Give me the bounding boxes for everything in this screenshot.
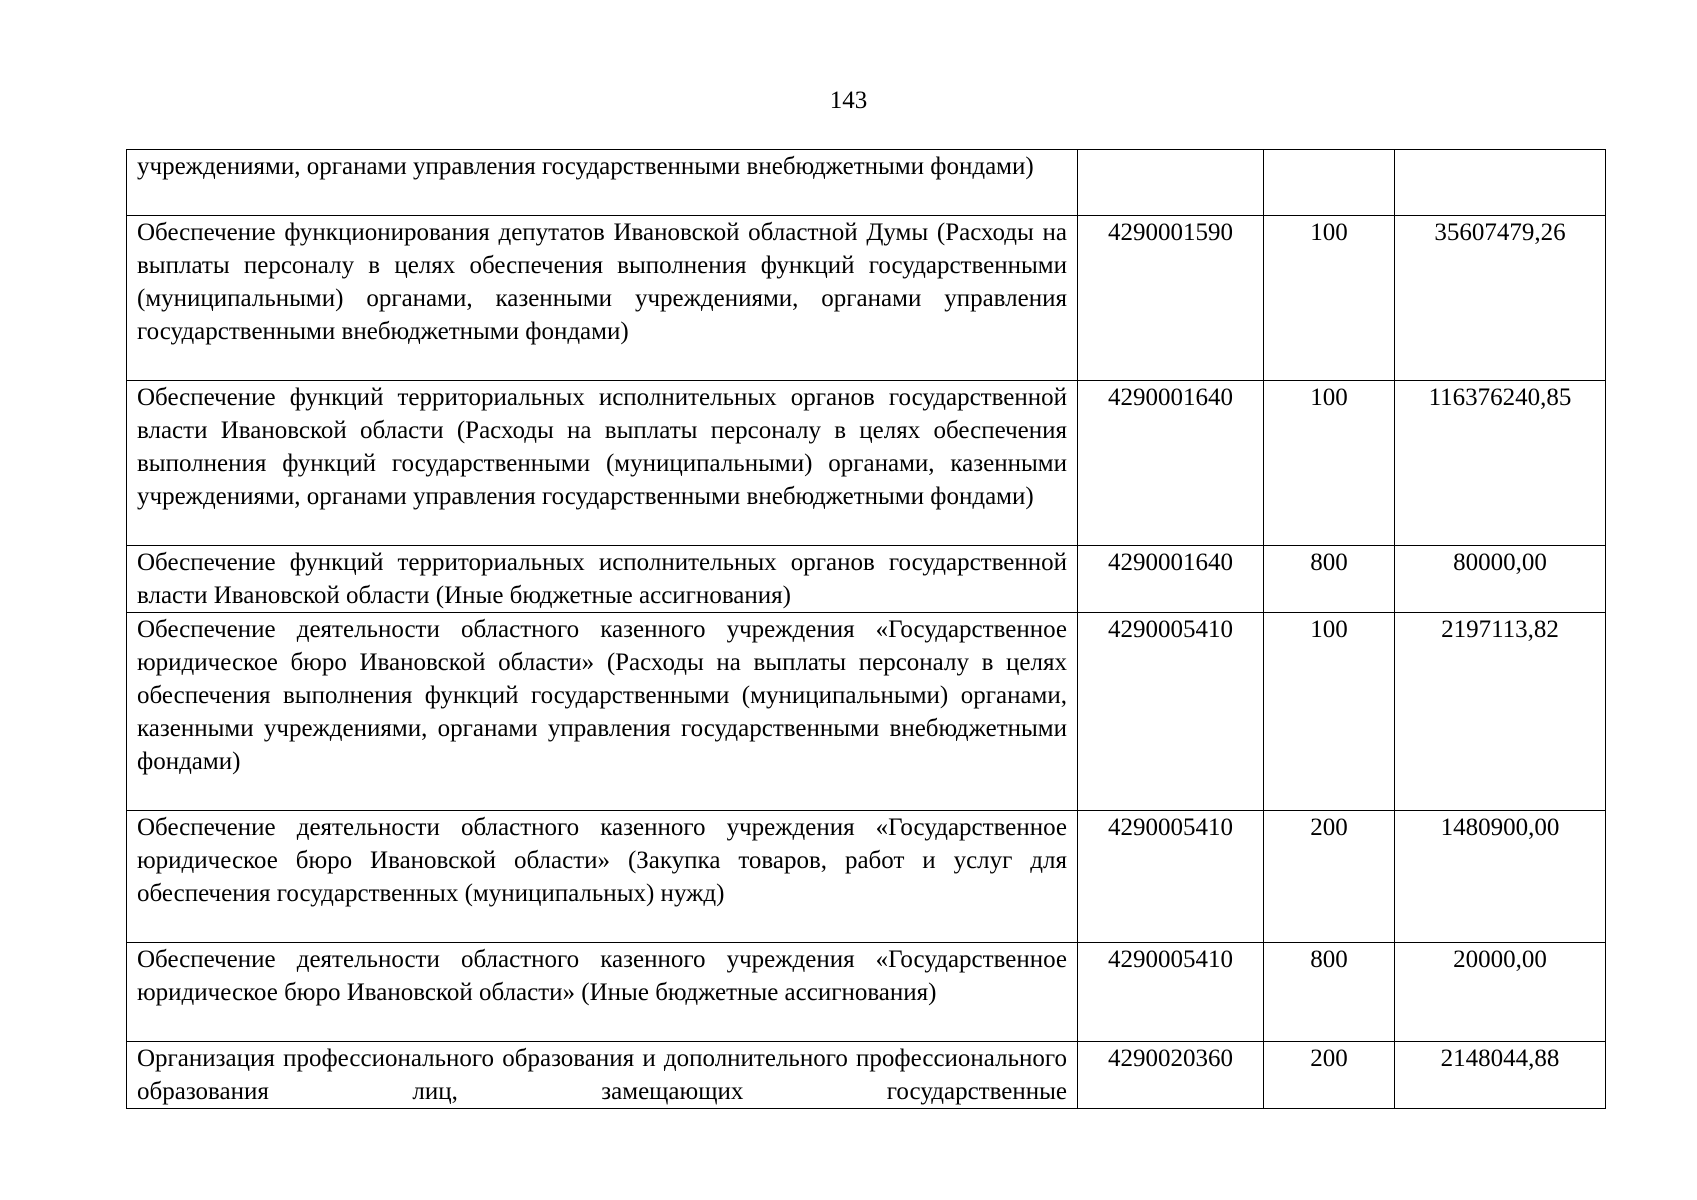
row-amount: 20000,00: [1395, 943, 1606, 1042]
table-row: [127, 216, 1606, 381]
table-row: [127, 150, 1606, 216]
row-description: учреждениями, органами управления государственными внебюджетными фондами): [127, 150, 1078, 216]
row-amount: 2197113,82: [1395, 613, 1606, 811]
row-amount: 35607479,26: [1395, 216, 1606, 381]
row-description: Обеспечение деятельности областного казенного учреждения «Государственное юридическое бюро Ивановской области» (Расходы на выплаты персоналу в целях обеспечения выполнения функций государственными (муниципальными) органами, казенными учреждениями, органами управления государственными внебюджетными фондами): [127, 613, 1078, 811]
row-amount: 1480900,00: [1395, 811, 1606, 943]
table-row: [127, 943, 1606, 1042]
row-description: Организация профессионального образования и дополнительного профессионального образования лиц, замещающих государственные: [127, 1042, 1078, 1109]
row-expense-type: 800: [1264, 546, 1395, 613]
row-target-code: 4290005410: [1078, 613, 1264, 811]
row-expense-type: 200: [1264, 1042, 1395, 1109]
row-target-code: [1078, 150, 1264, 216]
table-row: [127, 546, 1606, 613]
row-target-code: 4290001640: [1078, 546, 1264, 613]
table-row: [127, 1042, 1606, 1109]
row-expense-type: 100: [1264, 613, 1395, 811]
table-row: [127, 381, 1606, 546]
page-number: 143: [829, 87, 868, 114]
row-amount: 80000,00: [1395, 546, 1606, 613]
budget-table: [126, 149, 1606, 1109]
row-description: Обеспечение деятельности областного казенного учреждения «Государственное юридическое бюро Ивановской области» (Иные бюджетные ассигнования): [127, 943, 1078, 1042]
row-amount: 2148044,88: [1395, 1042, 1606, 1109]
table-row: [127, 811, 1606, 943]
row-amount: [1395, 150, 1606, 216]
row-target-code: 4290001640: [1078, 381, 1264, 546]
row-expense-type: [1264, 150, 1395, 216]
table-row: [127, 613, 1606, 811]
row-description: Обеспечение функционирования депутатов Ивановской областной Думы (Расходы на выплаты персоналу в целях обеспечения выполнения функций государственными (муниципальными) органами, казенными учреждениями, органами управления государственными внебюджетными фондами): [127, 216, 1078, 381]
row-description: Обеспечение деятельности областного казенного учреждения «Государственное юридическое бюро Ивановской области» (Закупка товаров, работ и услуг для обеспечения государственных (муниципальных) нужд): [127, 811, 1078, 943]
row-target-code: 4290020360: [1078, 1042, 1264, 1109]
row-target-code: 4290001590: [1078, 216, 1264, 381]
row-target-code: 4290005410: [1078, 811, 1264, 943]
row-expense-type: 100: [1264, 216, 1395, 381]
row-amount: 116376240,85: [1395, 381, 1606, 546]
row-target-code: 4290005410: [1078, 943, 1264, 1042]
row-expense-type: 100: [1264, 381, 1395, 546]
row-expense-type: 200: [1264, 811, 1395, 943]
row-description: Обеспечение функций территориальных исполнительных органов государственной власти Ивановской области (Иные бюджетные ассигнования): [127, 546, 1078, 613]
row-description: Обеспечение функций территориальных исполнительных органов государственной власти Ивановской области (Расходы на выплаты персоналу в целях обеспечения выполнения функций государственными (муниципальными) органами, казенными учреждениями, органами управления государственными внебюджетными фондами): [127, 381, 1078, 546]
row-expense-type: 800: [1264, 943, 1395, 1042]
